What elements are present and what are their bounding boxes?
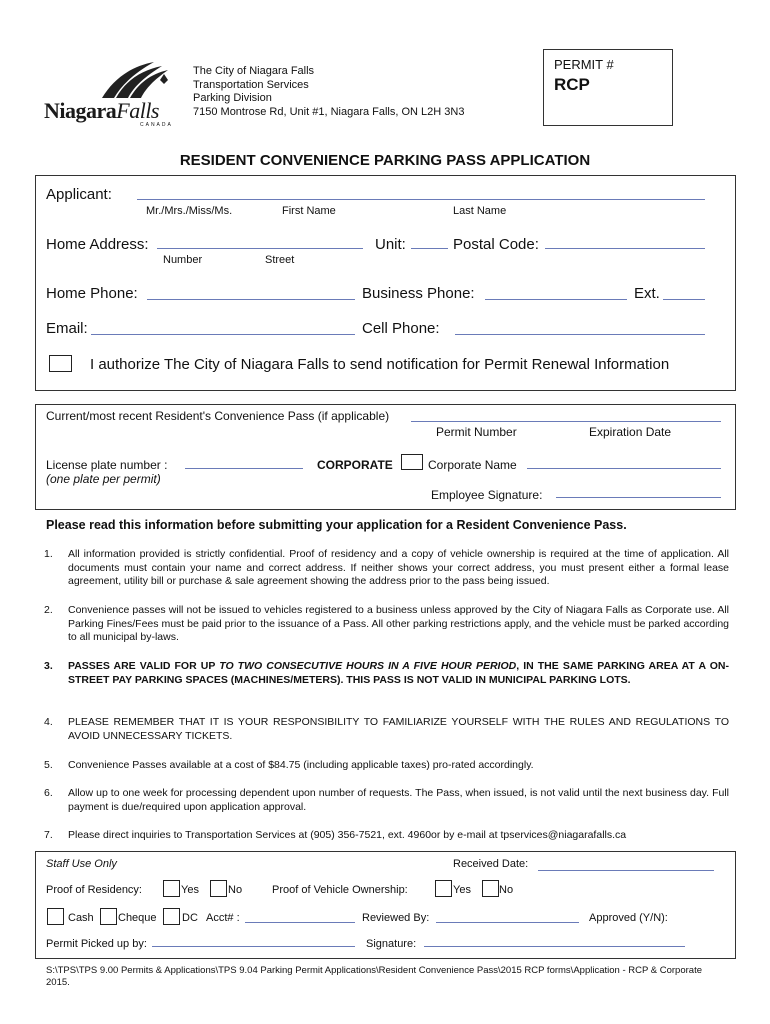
home-phone-label: Home Phone: [46, 285, 138, 302]
item-1-number: 1. [44, 548, 53, 560]
permit-label: PERMIT # [554, 57, 614, 72]
vehicle-no-label: No [499, 884, 514, 896]
item-2-text: Convenience passes will not be issued to vehicles registered to a business unless approved by the City of Niagara Falls as Corporate use. All Parking Fines/Fees must be paid prior to the issuance of a Pass. All other parking restrictions apply, and the vehicle must be parked according to all municipal by-laws. [68, 604, 729, 643]
item-3-text-a: PASSES ARE VALID FOR UP [68, 660, 220, 672]
employee-signature-label: Employee Signature: [431, 488, 543, 502]
item-7-number: 7. [44, 829, 53, 841]
license-plate-field[interactable] [185, 468, 303, 469]
approved-label: Approved (Y/N): [589, 912, 668, 924]
home-address-field[interactable] [157, 248, 363, 249]
item-6-number: 6. [44, 787, 53, 799]
footer-path: S:\TPS\TPS 9.00 Permits & Applications\TPS 9.04 Parking Permit Applications\Resident Convenience Pass\2015 RCP forms\Application - RCP & Corporate 2015. [46, 965, 702, 988]
vehicle-yes-label: Yes [453, 884, 471, 896]
header-line-2: Transportation Services [193, 78, 309, 91]
license-plate-label: License plate number : [46, 458, 168, 472]
signature-field[interactable] [424, 946, 685, 947]
ext-field[interactable] [663, 299, 705, 300]
header-line-3: Parking Division [193, 92, 272, 104]
applicant-sub-title: Mr./Mrs./Miss/Ms. [146, 205, 233, 217]
info-heading: Please read this information before submitting your application for a Resident Convenience Pass. [46, 518, 627, 532]
cell-phone-field[interactable] [455, 334, 705, 335]
logo-text-falls: Falls [116, 98, 159, 123]
item-5-text: Convenience Passes available at a cost of $84.75 (including applicable taxes) pro-rated accordingly. [68, 759, 534, 771]
item-4-number: 4. [44, 716, 53, 728]
home-phone-field[interactable] [147, 299, 355, 300]
unit-label: Unit: [375, 236, 406, 253]
city-logo [44, 58, 184, 130]
employee-signature-field[interactable] [556, 497, 721, 498]
corporate-checkbox[interactable] [401, 454, 423, 470]
authorize-label: I authorize The City of Niagara Falls to send notification for Permit Renewal Information [90, 356, 670, 373]
ext-label: Ext. [634, 285, 660, 302]
staff-title: Staff Use Only [46, 858, 117, 870]
permit-code: RCP [554, 75, 590, 94]
postal-code-label: Postal Code: [453, 236, 539, 253]
acct-field[interactable] [245, 922, 355, 923]
cash-label: Cash [68, 912, 94, 924]
current-pass-label: Current/most recent Resident's Convenience Pass (if applicable) [46, 409, 390, 423]
cash-checkbox[interactable] [47, 908, 64, 925]
corporate-label: CORPORATE [317, 458, 393, 472]
dc-checkbox[interactable] [163, 908, 180, 925]
corporate-name-field[interactable] [527, 468, 721, 469]
business-phone-label: Business Phone: [362, 285, 475, 302]
logo-text-canada: CANADA [140, 122, 173, 128]
business-phone-field[interactable] [485, 299, 627, 300]
header-line-4: 7150 Montrose Rd, Unit #1, Niagara Falls, ON L2H 3N3 [193, 105, 465, 118]
applicant-sub-first: First Name [282, 205, 336, 217]
corporate-name-label: Corporate Name [428, 458, 517, 472]
cell-phone-label: Cell Phone: [362, 320, 440, 337]
item-4-text: PLEASE REMEMBER THAT IT IS YOUR RESPONSIBILITY TO FAMILIARIZE YOURSELF WITH THE RULES AND REGULATIONS TO AVOID UNNECESSARY TICKETS. [68, 716, 729, 742]
item-3-text-b: TO TWO CONSECUTIVE HOURS IN A FIVE HOUR PERIOD [219, 660, 517, 672]
header-address [193, 65, 464, 119]
vehicle-yes-checkbox[interactable] [435, 880, 452, 897]
picked-up-field[interactable] [152, 946, 355, 947]
item-2-number: 2. [44, 604, 53, 616]
header-line-1: The City of Niagara Falls [193, 65, 315, 77]
cheque-label: Cheque [118, 912, 157, 924]
applicant-name-field[interactable] [137, 199, 705, 200]
signature-label: Signature: [366, 938, 417, 950]
residency-no-label: No [228, 884, 243, 896]
email-field[interactable] [91, 334, 355, 335]
logo-text-niagara: Niagara [44, 98, 117, 123]
item-1-text: All information provided is strictly confidential. Proof of residency and a copy of vehicle ownership is required at the time of application. All documents must contain your name and correct address. If neither shows your correct address, you must present either a formal lease agreement, utility bill or purchase & sale agreement showing the address prior to the pass being issued. [68, 548, 729, 587]
postal-code-field[interactable] [545, 248, 705, 249]
home-address-label: Home Address: [46, 236, 149, 253]
license-plate-note: (one plate per permit) [46, 472, 161, 486]
address-sub-number: Number [163, 254, 203, 266]
proof-vehicle-label: Proof of Vehicle Ownership: [272, 884, 408, 896]
item-3-number: 3. [44, 660, 53, 672]
proof-residency-label: Proof of Residency: [46, 884, 142, 896]
dc-label: DC [182, 912, 198, 924]
unit-field[interactable] [411, 248, 448, 249]
item-3-text-c: , IN THE SAME PARKING AREA AT A ON-STREET PAY PARKING SPACES (MACHINES/METERS). THIS PASS IS NOT VALID IN MUNICIPAL PARKING LOTS. [68, 660, 729, 686]
reviewed-by-field[interactable] [436, 922, 579, 923]
acct-label: Acct# : [206, 912, 240, 924]
item-6-text: Allow up to one week for processing dependent upon number of requests. The Pass, when issued, is not valid until the next business day. Full payment is due/required upon application approval. [68, 787, 729, 813]
residency-yes-label: Yes [181, 884, 199, 896]
address-sub-street: Street [265, 254, 295, 266]
applicant-sub-last: Last Name [453, 205, 507, 217]
email-label: Email: [46, 320, 88, 337]
reviewed-by-label: Reviewed By: [362, 912, 430, 924]
page-title: RESIDENT CONVENIENCE PARKING PASS APPLICATION [179, 152, 591, 169]
current-pass-field[interactable] [411, 421, 721, 422]
residency-yes-checkbox[interactable] [163, 880, 180, 897]
permit-box [543, 49, 673, 126]
picked-up-label: Permit Picked up by: [46, 938, 147, 950]
received-date-field[interactable] [538, 870, 714, 871]
authorize-checkbox[interactable] [49, 355, 72, 372]
item-5-number: 5. [44, 759, 53, 771]
residency-no-checkbox[interactable] [210, 880, 227, 897]
applicant-label: Applicant: [46, 186, 112, 203]
cheque-checkbox[interactable] [100, 908, 117, 925]
item-7-text: Please direct inquiries to Transportation Services at (905) 356-7521, ext. 4960or by e-mail at tpservices@niagarafalls.ca [68, 829, 627, 841]
expiration-date-sub: Expiration Date [589, 425, 672, 439]
permit-number-sub: Permit Number [436, 425, 517, 439]
received-date-label: Received Date: [453, 858, 529, 870]
vehicle-no-checkbox[interactable] [482, 880, 499, 897]
